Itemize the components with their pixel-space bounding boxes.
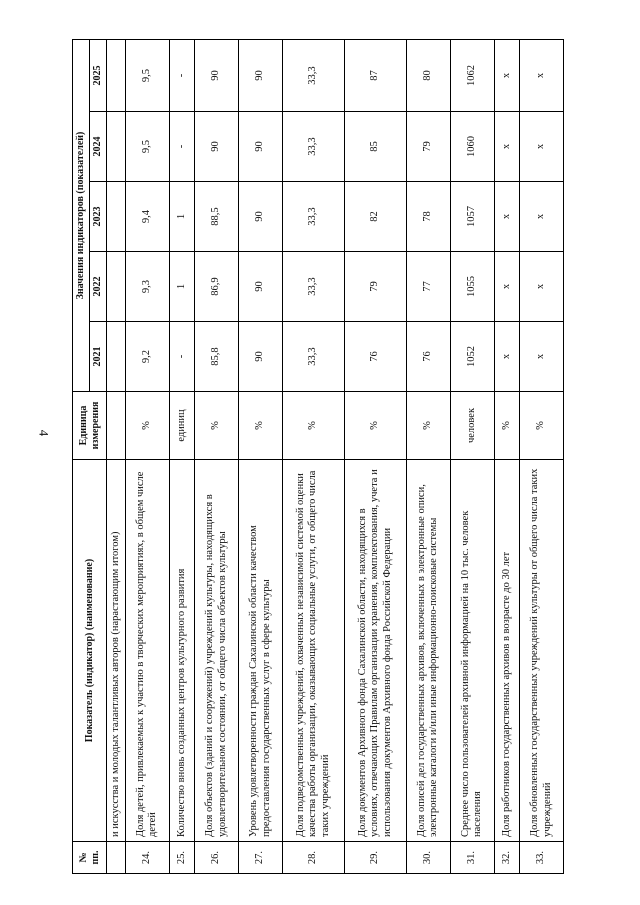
unit-cell: % bbox=[407, 392, 451, 460]
value-cell: 9,5 bbox=[126, 112, 170, 182]
header-year: 2023 bbox=[90, 182, 107, 252]
indicator-table bbox=[72, 39, 564, 874]
value-cell: 90 bbox=[239, 182, 283, 252]
unit-cell: % bbox=[126, 392, 170, 460]
value-cell: 9,3 bbox=[126, 252, 170, 322]
value-cell: 90 bbox=[239, 252, 283, 322]
continuation-value-cell bbox=[107, 40, 126, 112]
value-cell: 1062 bbox=[450, 40, 494, 112]
value-cell: 78 bbox=[407, 182, 451, 252]
indicator-name: Доля работников государственных архивов в возрасте до 30 лет bbox=[494, 460, 520, 842]
unit-cell: % bbox=[520, 392, 564, 460]
value-cell: 79 bbox=[344, 252, 406, 322]
page-number: 4 bbox=[36, 429, 52, 437]
value-cell: 1057 bbox=[450, 182, 494, 252]
continuation-value-cell bbox=[107, 252, 126, 322]
value-cell: 33,3 bbox=[282, 182, 344, 252]
table-row bbox=[126, 40, 170, 874]
row-number: 28. bbox=[282, 842, 344, 874]
value-cell: 9,4 bbox=[126, 182, 170, 252]
header-year: 2025 bbox=[90, 40, 107, 112]
value-cell: 33,3 bbox=[282, 40, 344, 112]
value-cell: - bbox=[169, 40, 195, 112]
value-cell: 1060 bbox=[450, 112, 494, 182]
table-row bbox=[195, 40, 239, 874]
table-row bbox=[239, 40, 283, 874]
continuation-value-cell bbox=[107, 182, 126, 252]
value-cell: 33,3 bbox=[282, 112, 344, 182]
header-unit: Единица измерения bbox=[73, 392, 107, 460]
table-row bbox=[282, 40, 344, 874]
table-row bbox=[450, 40, 494, 874]
value-cell: х bbox=[520, 112, 564, 182]
row-number: 27. bbox=[239, 842, 283, 874]
value-cell: 9,5 bbox=[126, 40, 170, 112]
value-cell: 90 bbox=[239, 112, 283, 182]
value-cell: 1055 bbox=[450, 252, 494, 322]
value-cell: 77 bbox=[407, 252, 451, 322]
table-row bbox=[169, 40, 195, 874]
table-row bbox=[407, 40, 451, 874]
value-cell: х bbox=[494, 112, 520, 182]
unit-cell: человек bbox=[450, 392, 494, 460]
value-cell: 79 bbox=[407, 112, 451, 182]
row-number: 24. bbox=[126, 842, 170, 874]
indicator-name: Доля документов Архивного фонда Сахалинской области, находящихся в условиях, отвечающих Правилам организации хранения, комплектования, учета и использования документов Архивного фонда Российской Федерации bbox=[344, 460, 406, 842]
value-cell: - bbox=[169, 112, 195, 182]
header-no: № пп. bbox=[73, 842, 107, 874]
header-values-group: Значения индикаторов (показателей) bbox=[73, 40, 90, 392]
header-year: 2024 bbox=[90, 112, 107, 182]
row-number: 26. bbox=[195, 842, 239, 874]
indicator-name: Доля объектов (зданий и сооружений) учреждений культуры, находящихся в удовлетворительном состоянии, от общего числа объектов культуры bbox=[195, 460, 239, 842]
header-year: 2022 bbox=[90, 252, 107, 322]
indicator-table-sheet bbox=[72, 40, 564, 874]
value-cell: 90 bbox=[195, 112, 239, 182]
unit-cell: % bbox=[494, 392, 520, 460]
table-row bbox=[494, 40, 520, 874]
value-cell: 85,8 bbox=[195, 322, 239, 392]
row-number: 29. bbox=[344, 842, 406, 874]
header-year: 2021 bbox=[90, 322, 107, 392]
table-row bbox=[344, 40, 406, 874]
header-row-1 bbox=[73, 40, 90, 874]
indicator-name: Уровень удовлетворенности граждан Сахалинской области качеством предоставления государственных услуг в сфере культуры bbox=[239, 460, 283, 842]
value-cell: 86,9 bbox=[195, 252, 239, 322]
continuation-no-cell bbox=[107, 842, 126, 874]
unit-cell: % bbox=[239, 392, 283, 460]
indicator-name: Среднее число пользователей архивной информацией на 10 тыс. человек населения bbox=[450, 460, 494, 842]
value-cell: 76 bbox=[407, 322, 451, 392]
continuation-value-cell bbox=[107, 112, 126, 182]
value-cell: 87 bbox=[344, 40, 406, 112]
row-number: 30. bbox=[407, 842, 451, 874]
continuation-value-cell bbox=[107, 322, 126, 392]
indicator-name: Доля обновленных государственных учреждений культуры от общего числа таких учреждений bbox=[520, 460, 564, 842]
value-cell: 33,3 bbox=[282, 252, 344, 322]
value-cell: х bbox=[520, 40, 564, 112]
value-cell: 76 bbox=[344, 322, 406, 392]
unit-cell: единиц bbox=[169, 392, 195, 460]
indicator-name: Доля описей дел государственных архивов, включенных в электронные описи, электронные каталоги и/или иные информационно-поисковые системы bbox=[407, 460, 451, 842]
value-cell: 90 bbox=[195, 40, 239, 112]
table-row bbox=[520, 40, 564, 874]
row-number: 25. bbox=[169, 842, 195, 874]
row-number: 32. bbox=[494, 842, 520, 874]
row-number: 31. bbox=[450, 842, 494, 874]
value-cell: х bbox=[494, 182, 520, 252]
value-cell: 1 bbox=[169, 252, 195, 322]
value-cell: 1052 bbox=[450, 322, 494, 392]
unit-cell: % bbox=[282, 392, 344, 460]
value-cell: 33,3 bbox=[282, 322, 344, 392]
value-cell: - bbox=[169, 322, 195, 392]
value-cell: 1 bbox=[169, 182, 195, 252]
value-cell: 88,5 bbox=[195, 182, 239, 252]
indicator-name: Доля детей, привлекаемых к участию в творческих мероприятиях, в общем числе детей bbox=[126, 460, 170, 842]
indicator-name: Количество вновь созданных центров культурного развития bbox=[169, 460, 195, 842]
value-cell: х bbox=[494, 40, 520, 112]
value-cell: х bbox=[520, 252, 564, 322]
continuation-unit-cell bbox=[107, 392, 126, 460]
value-cell: 85 bbox=[344, 112, 406, 182]
value-cell: х bbox=[520, 322, 564, 392]
continuation-text: и искусства и молодых талантливых авторов (нарастающим итогом) bbox=[107, 460, 126, 842]
value-cell: 90 bbox=[239, 40, 283, 112]
value-cell: 9,2 bbox=[126, 322, 170, 392]
value-cell: х bbox=[520, 182, 564, 252]
row-number: 33. bbox=[520, 842, 564, 874]
continuation-row bbox=[107, 40, 126, 874]
unit-cell: % bbox=[195, 392, 239, 460]
value-cell: х bbox=[494, 322, 520, 392]
value-cell: 90 bbox=[239, 322, 283, 392]
unit-cell: % bbox=[344, 392, 406, 460]
value-cell: 82 bbox=[344, 182, 406, 252]
header-indicator: Показатель (индикатор) (наименование) bbox=[73, 460, 107, 842]
value-cell: х bbox=[494, 252, 520, 322]
value-cell: 80 bbox=[407, 40, 451, 112]
indicator-name: Доля подведомственных учреждений, охваченных независимой системой оценки качества работы организации, оказывающих социальные услуги, от общего числа таких учреждений bbox=[282, 460, 344, 842]
